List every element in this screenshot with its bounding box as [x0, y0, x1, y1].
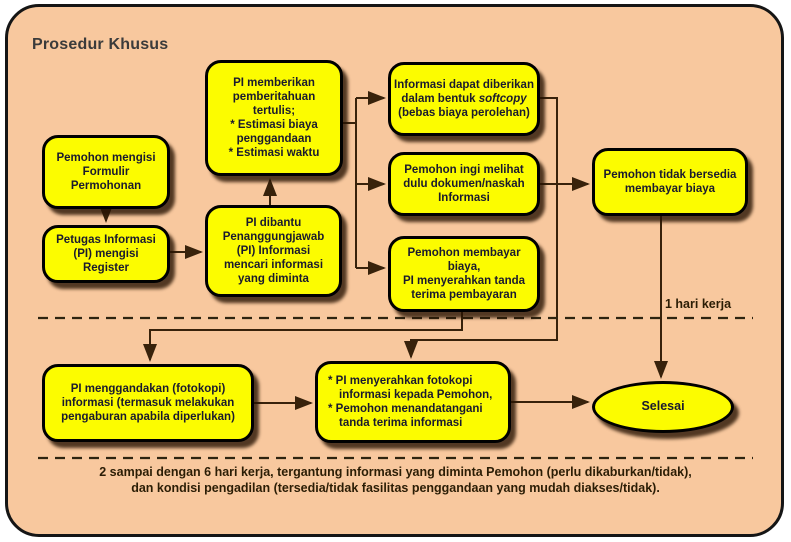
node-label: Pemohon tidak bersedia membayar biaya [603, 168, 737, 195]
node-label: PI menggandakan (fotokopi) informasi (termasuk melakukan pengaburan apabila diperlukan) [61, 382, 235, 423]
node-pi-menggandakan [42, 364, 254, 442]
node-label-line: * Pemohon menandatangani tanda terima informasi [328, 403, 483, 430]
node-pi-dibantu-penanggungjawab [205, 205, 342, 297]
footnote [0, 464, 791, 496]
node-label-pre: Informasi dapat diberikan dalam bentuk [394, 78, 534, 105]
footnote-line-1: 2 sampai dengan 6 hari kerja, tergantung informasi yang diminta Pemohon (perlu dikaburkan/tidak), [99, 465, 692, 479]
node-informasi-softcopy [388, 62, 540, 136]
node-label: Petugas Informasi (PI) mengisi Register [56, 233, 156, 274]
node-label-line: * Estimasi biaya penggandaan [230, 119, 318, 146]
node-label: Pemohon ingi melihat dulu dokumen/naskah Informasi [403, 163, 525, 204]
node-label-line: Pemohon membayar biaya, [407, 246, 521, 273]
node-label-post: (bebas biaya perolehan) [398, 107, 530, 119]
node-pi-memberikan-pemberitahuan [205, 60, 343, 176]
node-label: Pemohon mengisi Formulir Permohonan [56, 151, 156, 192]
node-label: PI dibantu Penanggungjawab (PI) Informasi mencari informasi yang diminta [222, 216, 325, 286]
footnote-line-2: dan kondisi pengadilan (tersedia/tidak fasilitas penggandaan yang mudah diakses/tidak). [131, 481, 660, 495]
stage1-duration-label: 1 hari kerja [665, 297, 732, 311]
node-pemohon-tidak-bersedia [592, 148, 748, 216]
node-label [394, 78, 534, 120]
node-pemohon-mengisi-formulir [42, 135, 170, 209]
node-selesai-terminator [592, 381, 734, 433]
node-label-line: PI memberikan pemberitahuan tertulis; [232, 76, 316, 117]
node-pemohon-membayar [388, 236, 540, 312]
node-label-line: PI menyerahkan tanda terima pembayaran [402, 275, 526, 302]
node-label: Selesai [641, 399, 685, 414]
node-label-italic: softcopy [478, 92, 527, 105]
node-label-line: * Estimasi waktu [228, 147, 320, 160]
node-pi-mengisi-register [42, 225, 170, 283]
page-title: Prosedur Khusus [32, 36, 169, 53]
node-pemohon-ingin-melihat [388, 152, 540, 216]
node-label-line: * PI menyerahkan fotokopi informasi kepada Pemohon, [328, 374, 493, 401]
node-pi-menyerahkan-fotokopi [315, 361, 511, 443]
